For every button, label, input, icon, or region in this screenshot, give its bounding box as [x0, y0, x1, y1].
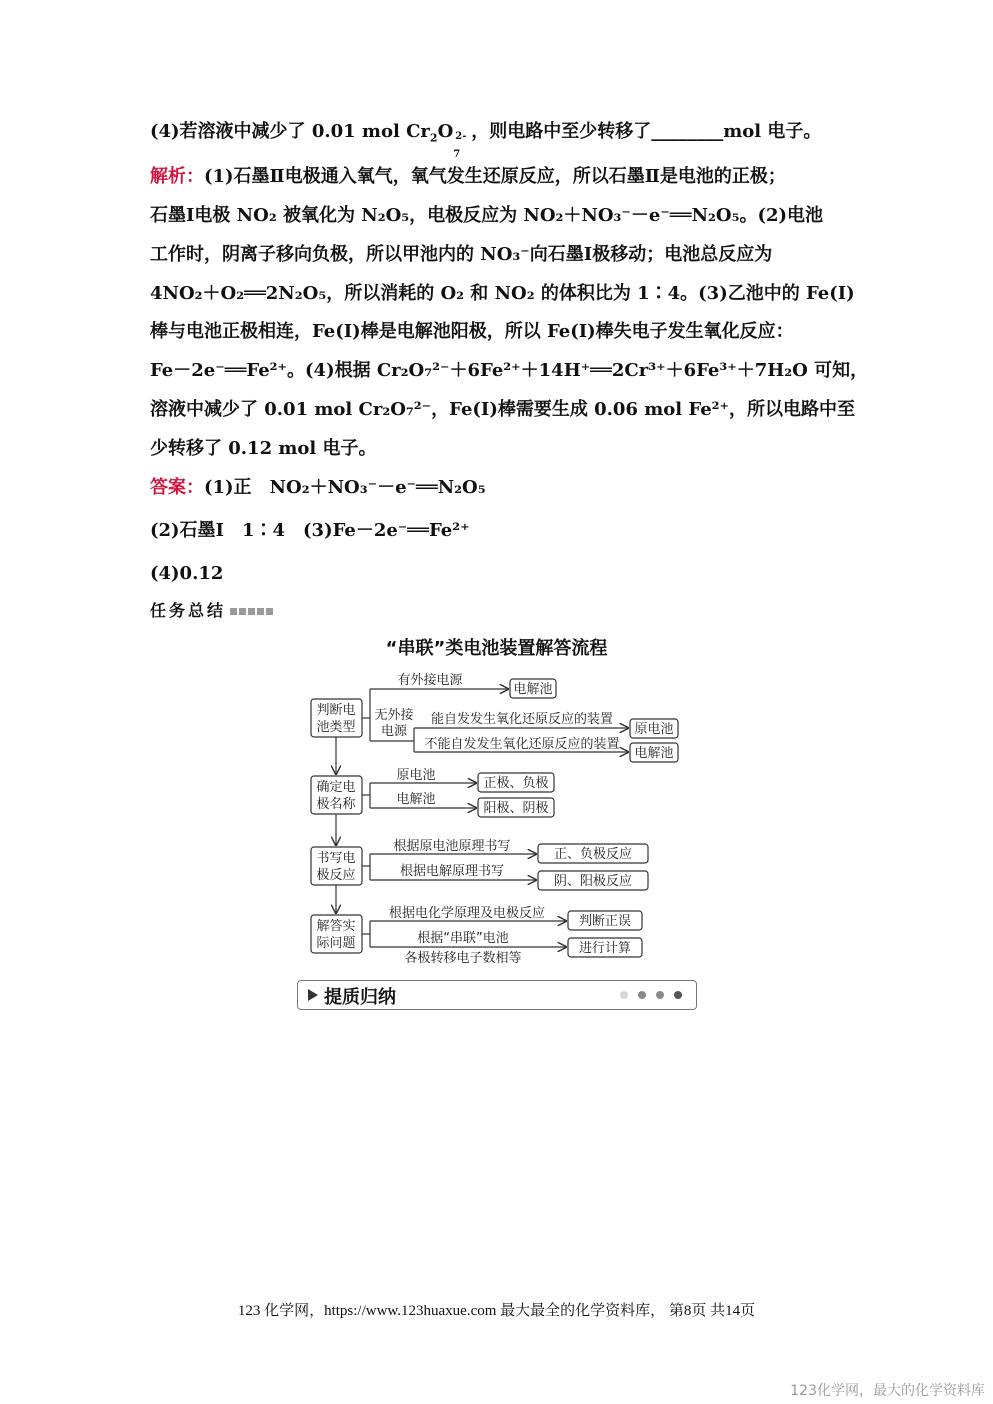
- s1-noext-label-b: 电源: [380, 724, 408, 739]
- s4-c-label: 各极转移电子数相等: [404, 951, 522, 966]
- s4-a-label: 根据电化学原理及电极反应: [388, 906, 546, 921]
- analysis-label: 解析：: [150, 166, 204, 187]
- task-summary-heading: 任务总结: [150, 598, 275, 621]
- answer-line-3: (4)0.12: [150, 563, 224, 584]
- s2-a-result: 正极、负极: [483, 776, 549, 791]
- step-2-label-b: 极名称: [316, 797, 356, 812]
- s2-b-label: 电解池: [396, 792, 436, 807]
- analysis-line-5: 棒与电池正极相连，Fe(Ⅰ)棒是电解池阳极，所以 Fe(Ⅰ)棒失电子发生氧化反应：: [150, 321, 794, 342]
- s3-a-label: 根据原电池原理书写: [393, 839, 511, 854]
- s1-cannot-result: 电解池: [634, 746, 674, 761]
- step-2-label-a: 确定电: [316, 780, 356, 795]
- answer-line-1: 答案：(1)正 NO₂＋NO₃⁻－e⁻══N₂O₅: [150, 477, 486, 498]
- s3-b-result: 阴、阳极反应: [553, 874, 633, 889]
- section-label: 提质归纳: [324, 987, 396, 1008]
- analysis-line-2: 石墨Ⅰ电极 NO₂ 被氧化为 N₂O₅，电极反应为 NO₂＋NO₃⁻－e⁻══N₂O₅。(2)电池: [150, 205, 824, 226]
- step-1-label-a: 判断电: [316, 703, 356, 718]
- s1-ext-result: 电解池: [513, 682, 553, 697]
- s1-noext-label-a: 无外接: [374, 708, 414, 723]
- watermark: 123化学网，最大的化学资料库: [790, 1383, 985, 1399]
- analysis-line-1: 解析：(1)石墨Ⅱ电极通入氧气，氧气发生还原反应，所以石墨Ⅱ是电池的正极；: [150, 166, 786, 187]
- dot-icon: [638, 991, 646, 999]
- s1-ext-label: 有外接电源: [397, 673, 463, 688]
- dot-icon: [674, 991, 682, 999]
- s1-can-result: 原电池: [634, 722, 674, 737]
- step-3-label-a: 书写电: [316, 851, 356, 866]
- s2-b-result: 阳极、阴极: [483, 801, 549, 816]
- flowchart-title: “串联”类电池装置解答流程: [385, 638, 608, 659]
- dot-icon: [620, 991, 628, 999]
- s4-a-result: 判断正误: [578, 914, 632, 929]
- dot-icon: [656, 991, 664, 999]
- s2-a-label: 原电池: [396, 768, 436, 783]
- step-3-label-b: 极反应: [316, 868, 356, 883]
- s3-a-result: 正、负极反应: [553, 847, 633, 862]
- analysis-line-4: 4NO₂＋O₂══2N₂O₅，所以消耗的 O₂ 和 NO₂ 的体积比为 1∶4。(3)乙池中的 Fe(Ⅰ): [150, 283, 855, 304]
- step-4-label-a: 解答实: [316, 919, 356, 934]
- page-footer: 123 化学网，https://www.123huaxue.com 最大最全的化学资料库， 第8页 共14页: [237, 1303, 756, 1319]
- analysis-line-7: 溶液中减少了 0.01 mol Cr₂O₇²⁻，Fe(Ⅰ)棒需要生成 0.06 mol Fe²⁺，所以电路中至: [150, 399, 856, 420]
- s1-can-label: 能自发发生氧化还原反应的装置: [430, 712, 614, 727]
- step-1-label-b: 池类型: [316, 720, 356, 735]
- answer-label: 答案：: [150, 477, 204, 498]
- s1-cannot-label: 不能自发发生氧化还原反应的装置: [424, 737, 620, 752]
- s4-b-result: 进行计算: [578, 941, 632, 956]
- s3-b-label: 根据电解原理书写: [399, 864, 505, 879]
- s4-b-label: 根据“串联”电池: [417, 931, 509, 946]
- analysis-line-3: 工作时，阴离子移向负极，所以甲池内的 NO₃⁻向石墨Ⅰ极移动；电池总反应为: [150, 244, 773, 265]
- play-triangle-icon: [308, 989, 318, 1001]
- question-4: (4)若溶液中减少了 0.01 mol $Cr_2O$ 7 2- ，则电路中至少转移了________mol 电子。: [150, 121, 822, 160]
- step-4-label-b: 际问题: [316, 936, 356, 951]
- section-banner: [297, 980, 697, 1010]
- answer-line-2: (2)石墨Ⅰ 1∶4 (3)Fe－2e⁻══Fe²⁺: [150, 520, 470, 541]
- analysis-line-6: Fe－2e⁻══Fe²⁺。(4)根据 Cr₂O₇²⁻＋6Fe²⁺＋14H⁺══2Cr³⁺＋6Fe³⁺＋7H₂O 可知，: [150, 360, 869, 381]
- analysis-line-8: 少转移了 0.12 mol 电子。: [150, 438, 377, 459]
